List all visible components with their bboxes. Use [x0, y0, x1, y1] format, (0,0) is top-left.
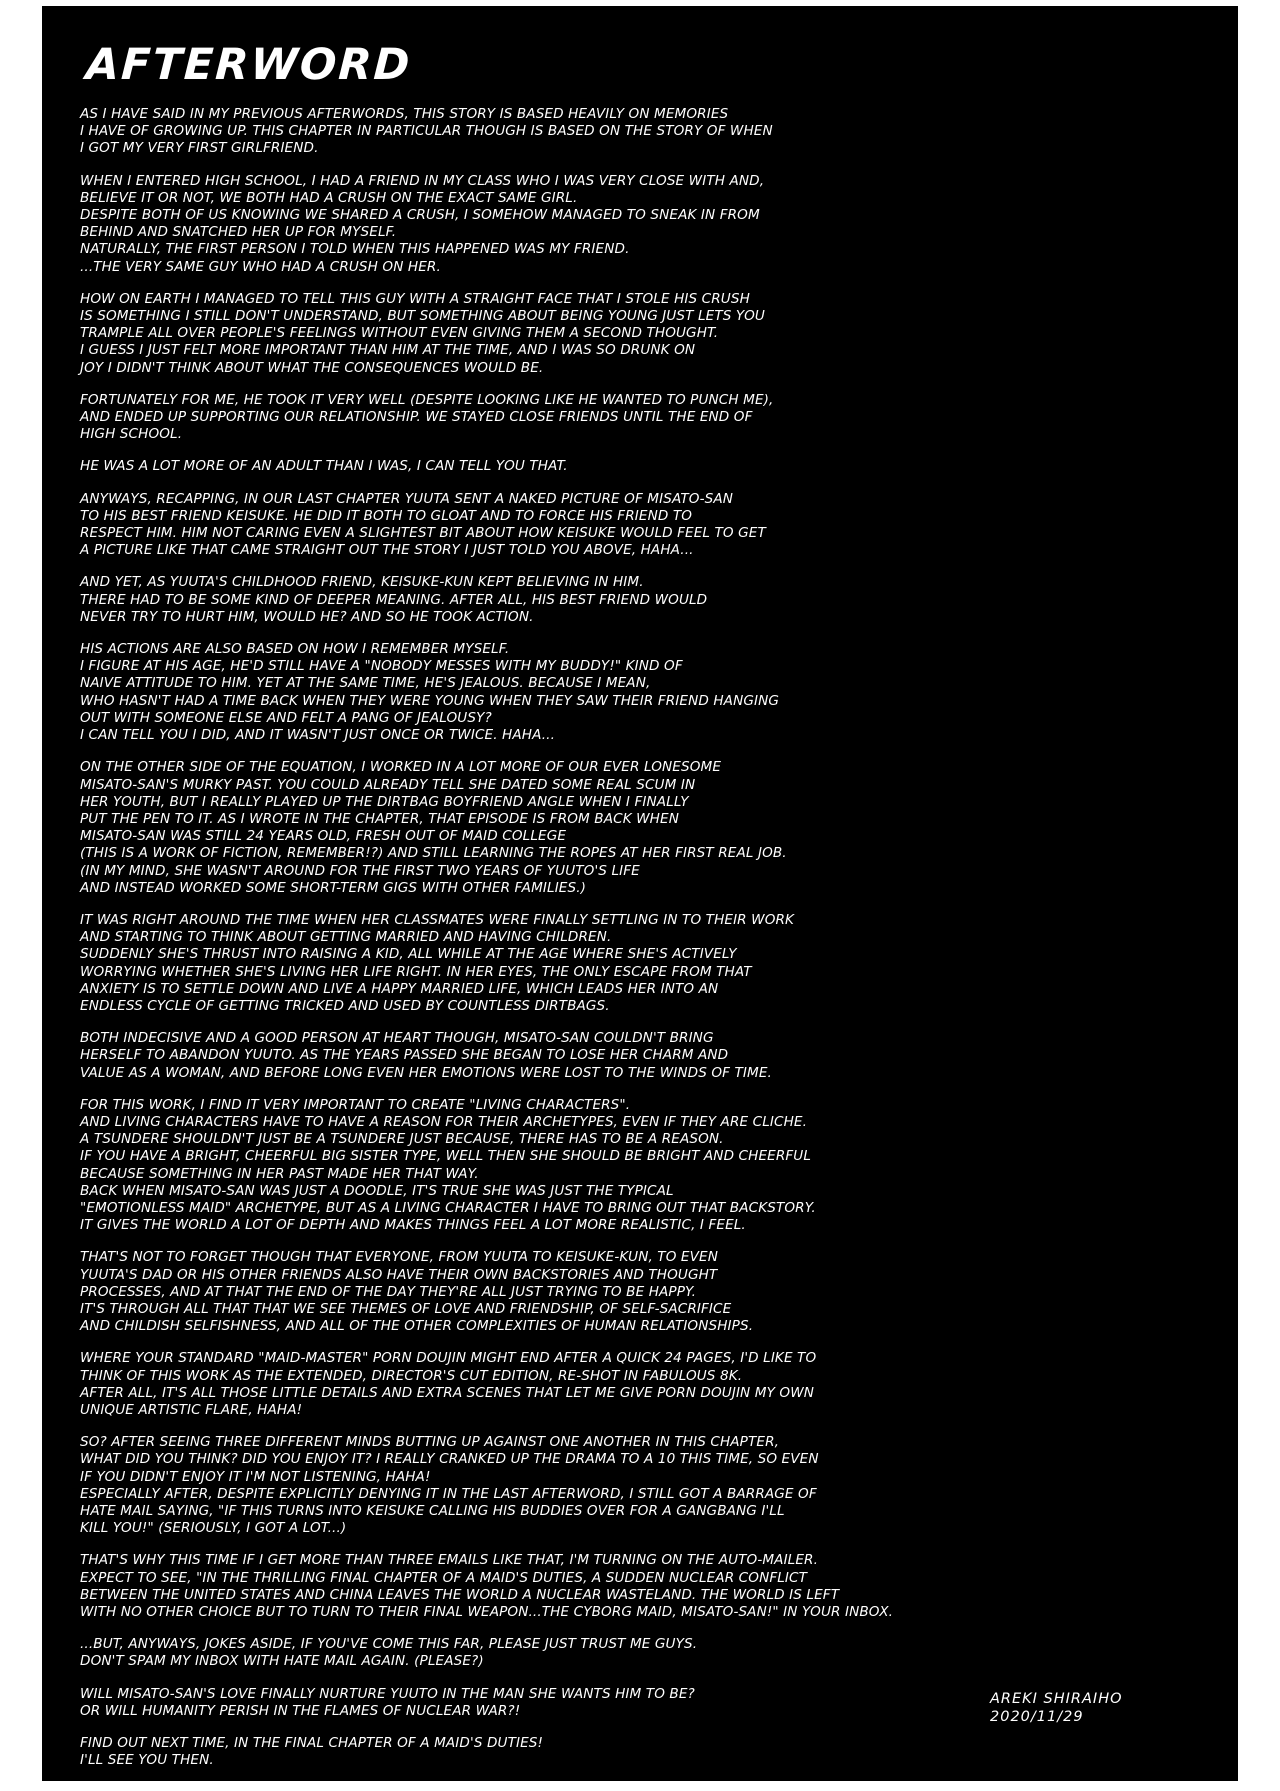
paragraph: SO? AFTER SEEING THREE DIFFERENT MINDS BUTTING UP AGAINST ONE ANOTHER IN THIS CHAPTER, WHAT DID YOU THINK? DID YOU ENJOY IT? I REALLY CRANKED UP THE DRAMA TO A 10 THIS TIME, SO EVEN IF YOU DIDN'T ENJOY IT I'M NOT LISTENING, HAHA! ESPECIALLY AFTER, DESPITE EXPLICITLY DENYING IT IN THE LAST AFTERWORD, I STILL GOT A BARRAGE OF HATE MAIL SAYING, "IF THIS TURNS INTO KEISUKE CALLING HIS BUDDIES OVER FOR A GANGBANG I'LL KILL YOU!" (SERIOUSLY, I GOT A LOT...) [80, 1434, 819, 1537]
paragraph: HOW ON EARTH I MANAGED TO TELL THIS GUY WITH A STRAIGHT FACE THAT I STOLE HIS CRUSH IS SOMETHING I STILL DON'T UNDERSTAND, BUT SOMETHING ABOUT BEING YOUNG JUST LETS YOU TRAMPLE ALL OVER PEOPLE'S FEELINGS WITHOUT EVEN GIVING THEM A SECOND THOUGHT. I GUESS I JUST FELT MORE IMPORTANT THAN HIM AT THE TIME, AND I WAS SO DRUNK ON JOY I DIDN'T THINK ABOUT WHAT THE CONSEQUENCES WOULD BE. [80, 290, 765, 376]
paragraph: THAT'S NOT TO FORGET THOUGH THAT EVERYONE, FROM YUUTA TO KEISUKE-KUN, TO EVEN YUUTA'S DAD OR HIS OTHER FRIENDS ALSO HAVE THEIR OWN BACKSTORIES AND THOUGHT PROCESSES, AND AT THAT THE END OF THE DAY THEY'RE ALL JUST TRYING TO BE HAPPY. IT'S THROUGH ALL THAT THAT WE SEE THEMES OF LOVE AND FRIENDSHIP, OF SELF-SACRIFICE AND CHILDISH SELFISHNESS, AND ALL OF THE OTHER COMPLEXITIES OF HUMAN RELATIONSHIPS. [80, 1249, 754, 1335]
paragraph: ON THE OTHER SIDE OF THE EQUATION, I WORKED IN A LOT MORE OF OUR EVER LONESOME MISATO-SAN'S MURKY PAST. YOU COULD ALREADY TELL SHE DATED SOME REAL SCUM IN HER YOUTH, BUT I REALLY PLAYED UP THE DIRTBAG BOYFRIEND ANGLE WHEN I FINALLY PUT THE PEN TO IT. AS I WROTE IN THE CHAPTER, THAT EPISODE IS FROM BACK WHEN MISATO-SAN WAS STILL 24 YEARS OLD, FRESH OUT OF MAID COLLEGE (THIS IS A WORK OF FICTION, REMEMBER!?) AND STILL LEARNING THE ROPES AT HER FIRST REAL JOB. (IN MY MIND, SHE WASN'T AROUND FOR THE FIRST TWO YEARS OF YUUTO'S LIFE AND INSTEAD WORKED SOME SHORT-TERM GIGS WITH OTHER FAMILIES.) [80, 759, 787, 896]
paragraph: HE WAS A LOT MORE OF AN ADULT THAN I WAS, I CAN TELL YOU THAT. [80, 458, 568, 475]
paragraph: FOR THIS WORK, I FIND IT VERY IMPORTANT TO CREATE "LIVING CHARACTERS". AND LIVING CHARACTERS HAVE TO HAVE A REASON FOR THEIR ARCHETYPES, EVEN IF THEY ARE CLICHE. A TSUNDERE SHOULDN'T JUST BE A TSUNDERE JUST BECAUSE, THERE HAS TO BE A REASON. IF YOU HAVE A BRIGHT, CHEERFUL BIG SISTER TYPE, WELL THEN SHE SHOULD BE BRIGHT AND CHEERFUL BECAUSE SOMETHING IN HER PAST MADE HER THAT WAY. BACK WHEN MISATO-SAN WAS JUST A DOODLE, IT'S TRUE SHE WAS JUST THE TYPICAL "EMOTIONLESS MAID" ARCHETYPE, BUT AS A LIVING CHARACTER I HAVE TO BRING OUT THAT BACKSTORY. IT GIVES THE WORLD A LOT OF DEPTH AND MAKES THINGS FEEL A LOT MORE REALISTIC, I FEEL. [80, 1096, 816, 1234]
paragraph: BOTH INDECISIVE AND A GOOD PERSON AT HEART THOUGH, MISATO-SAN COULDN'T BRING HERSELF TO ABANDON YUUTO. AS THE YEARS PASSED SHE BEGAN TO LOSE HER CHARM AND VALUE AS A WOMAN, AND BEFORE LONG EVEN HER EMOTIONS WERE LOST TO THE WINDS OF TIME. [80, 1030, 772, 1081]
signature-date: 2020/11/29 [990, 1709, 1084, 1725]
paragraph: THAT'S WHY THIS TIME IF I GET MORE THAN THREE EMAILS LIKE THAT, I'M TURNING ON THE AUTO-MAILER. EXPECT TO SEE, "IN THE THRILLING FINAL CHAPTER OF A MAID'S DUTIES, A SUDDEN NUCLEAR CONFLICT BETWEEN THE UNITED STATES AND CHINA LEAVES THE WORLD A NUCLEAR WASTELAND. THE WORLD IS LEFT WITH NO OTHER CHOICE BUT TO TURN TO THEIR FINAL WEAPON...THE CYBORG MAID, MISATO-SAN!" IN YOUR INBOX. [80, 1552, 894, 1621]
paragraph: FORTUNATELY FOR ME, HE TOOK IT VERY WELL (DESPITE LOOKING LIKE HE WANTED TO PUNCH ME), AND ENDED UP SUPPORTING OUR RELATIONSHIP. WE STAYED CLOSE FRIENDS UNTIL THE END OF HIGH SCHOOL. [80, 391, 774, 443]
author-name: AREKI SHIRAIHO [990, 1691, 1123, 1707]
paragraph: HIS ACTIONS ARE ALSO BASED ON HOW I REMEMBER MYSELF. I FIGURE AT HIS AGE, HE'D STILL HAVE A "NOBODY MESSES WITH MY BUDDY!" KIND OF NAIVE ATTITUDE TO HIM. YET AT THE SAME TIME, HE'S JEALOUS. BECAUSE I MEAN, WHO HASN'T HAD A TIME BACK WHEN THEY WERE YOUNG WHEN THEY SAW THEIR FRIEND HANGING OUT WITH SOMEONE ELSE AND FELT A PANG OF JEALOUSY? I CAN TELL YOU I DID, AND IT WASN'T JUST ONCE OR TWICE. HAHA... [80, 641, 779, 744]
paragraph: WILL MISATO-SAN'S LOVE FINALLY NURTURE YUUTO IN THE MAN SHE WANTS HIM TO BE? OR WILL HUMANITY PERISH IN THE FLAMES OF NUCLEAR WAR?! [80, 1685, 695, 1719]
paragraph: ANYWAYS, RECAPPING, IN OUR LAST CHAPTER YUUTA SENT A NAKED PICTURE OF MISATO-SAN TO HIS BEST FRIEND KEISUKE. HE DID IT BOTH TO GLOAT AND TO FORCE HIS FRIEND TO RESPECT HIM. HIM NOT CARING EVEN A SLIGHTEST BIT ABOUT HOW KEISUKE WOULD FEEL TO GET A PICTURE LIKE THAT CAME STRAIGHT OUT THE STORY I JUST TOLD YOU ABOVE, HAHA... [80, 490, 766, 559]
afterword-body [80, 106, 1200, 1784]
paragraph: WHERE YOUR STANDARD "MAID-MASTER" PORN DOUJIN MIGHT END AFTER A QUICK 24 PAGES, I'D LIKE TO THINK OF THIS WORK AS THE EXTENDED, DIRECTOR'S CUT EDITION, RE-SHOT IN FABULOUS 8K. AFTER ALL, IT'S ALL THOSE LITTLE DETAILS AND EXTRA SCENES THAT LET ME GIVE PORN DOUJIN MY OWN UNIQUE ARTISTIC FLARE, HAHA! [80, 1350, 817, 1418]
page-title: AFTERWORD [84, 40, 413, 90]
paragraph: FIND OUT NEXT TIME, IN THE FINAL CHAPTER OF A MAID'S DUTIES! I'LL SEE YOU THEN. [80, 1735, 544, 1769]
paragraph: AS I HAVE SAID IN MY PREVIOUS AFTERWORDS, THIS STORY IS BASED HEAVILY ON MEMORIES I HAVE OF GROWING UP. THIS CHAPTER IN PARTICULAR THOUGH IS BASED ON THE STORY OF WHEN I GOT MY VERY FIRST GIRLFRIEND. [80, 106, 773, 157]
paragraph: IT WAS RIGHT AROUND THE TIME WHEN HER CLASSMATES WERE FINALLY SETTLING IN TO THEIR WORK AND STARTING TO THINK ABOUT GETTING MARRIED AND HAVING CHILDREN. SUDDENLY SHE'S THRUST INTO RAISING A KID, ALL WHILE AT THE AGE WHERE SHE'S ACTIVELY WORRYING WHETHER SHE'S LIVING HER LIFE RIGHT. IN HER EYES, THE ONLY ESCAPE FROM THAT ANXIETY IS TO SETTLE DOWN AND LIVE A HAPPY MARRIED LIFE, WHICH LEADS HER INTO AN ENDLESS CYCLE OF GETTING TRICKED AND USED BY COUNTLESS DIRTBAGS. [80, 911, 795, 1014]
paragraph: AND YET, AS YUUTA'S CHILDHOOD FRIEND, KEISUKE-KUN KEPT BELIEVING IN HIM. THERE HAD TO BE SOME KIND OF DEEPER MEANING. AFTER ALL, HIS BEST FRIEND WOULD NEVER TRY TO HURT HIM, WOULD HE? AND SO HE TOOK ACTION. [80, 574, 708, 625]
signature-block [990, 1690, 1123, 1726]
paragraph: ...BUT, ANYWAYS, JOKES ASIDE, IF YOU'VE COME THIS FAR, PLEASE JUST TRUST ME GUYS. DON'T SPAM MY INBOX WITH HATE MAIL AGAIN. (PLEASE?) [80, 1636, 698, 1670]
paragraph: WHEN I ENTERED HIGH SCHOOL, I HAD A FRIEND IN MY CLASS WHO I WAS VERY CLOSE WITH AND, BELIEVE IT OR NOT, WE BOTH HAD A CRUSH ON THE EXACT SAME GIRL. DESPITE BOTH OF US KNOWING WE SHARED A CRUSH, I SOMEHOW MANAGED TO SNEAK IN FROM BEHIND AND SNATCHED HER UP FOR MYSELF. NATURALLY, THE FIRST PERSON I TOLD WHEN THIS HAPPENED WAS MY FRIEND. ...THE VERY SAME GUY WHO HAD A CRUSH ON HER. [80, 172, 765, 275]
